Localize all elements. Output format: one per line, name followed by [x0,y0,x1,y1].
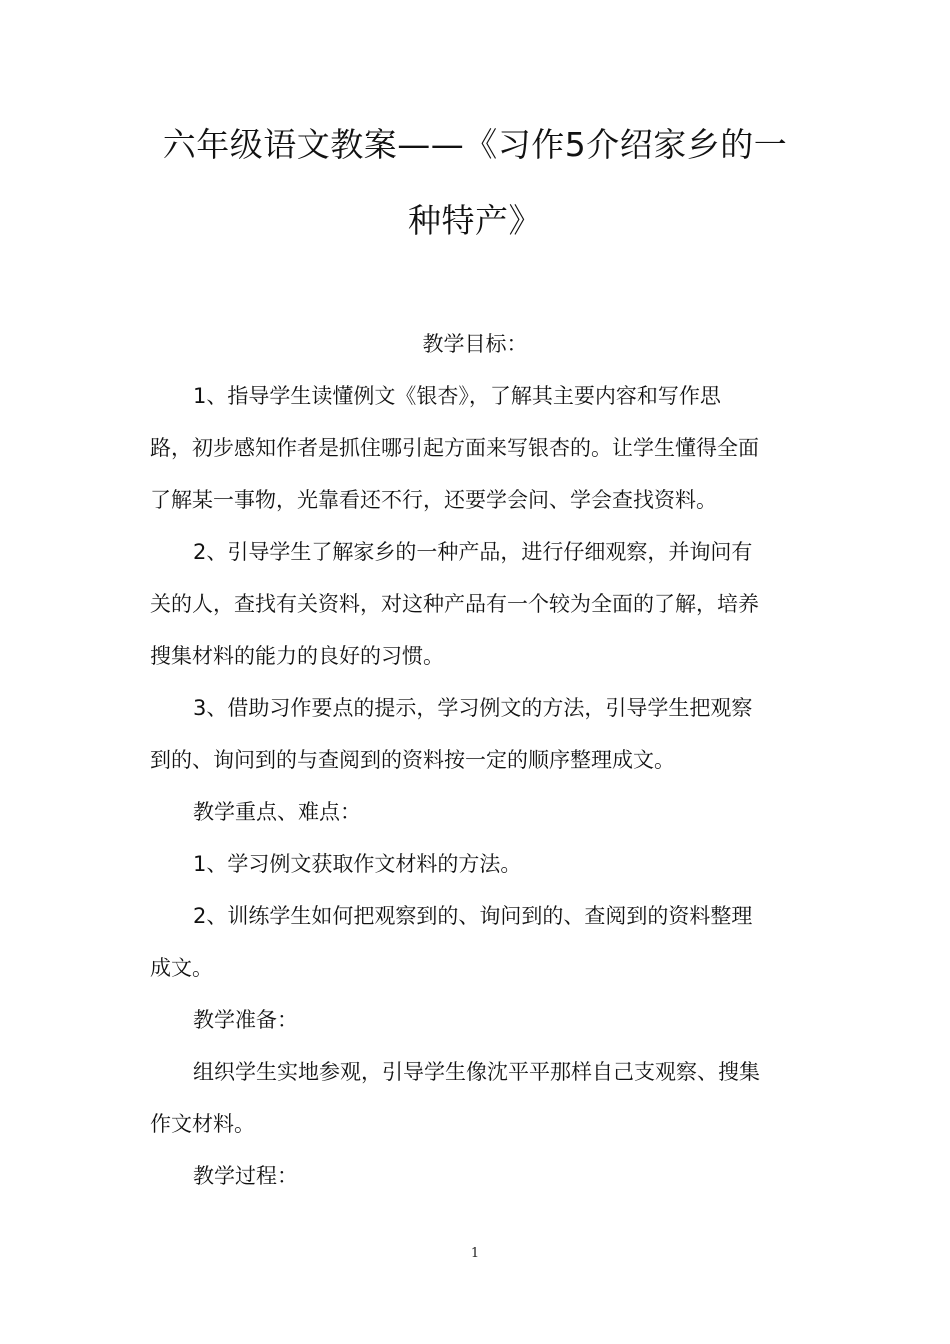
paragraph-line: 搜集材料的能力的良好的习惯。 [150,644,444,668]
section-heading-preparation: 教学准备： [193,1008,298,1032]
paragraph-line: 1、学习例文获取作文材料的方法。 [193,852,522,876]
paragraph-line: 作文材料。 [150,1112,255,1136]
section-heading-objectives: 教学目标： [422,332,528,356]
paragraph-line: 1、指导学生读懂例文《银杏》，了解其主要内容和写作思 [193,384,721,408]
paragraph-line: 路，初步感知作者是抓住哪引起方面来写银杏的。让学生懂得全面 [150,436,759,460]
paragraph-line: 组织学生实地参观，引导学生像沈平平那样自己支观察、搜集 [193,1060,760,1084]
paragraph-line: 成文。 [150,956,213,980]
paragraph-line: 关的人，查找有关资料，对这种产品有一个较为全面的了解，培养 [150,592,759,616]
paragraph-line: 了解某一事物，光靠看还不行，还要学会问、学会查找资料。 [150,488,717,512]
document-title-line-2: 种特产》 [408,201,542,240]
section-heading-key-points: 教学重点、难点： [193,800,361,824]
section-heading-process: 教学过程： [193,1164,298,1188]
paragraph-line: 2、训练学生如何把观察到的、询问到的、查阅到的资料整理 [193,904,753,928]
document-title-line-1: 六年级语文教案——《习作5介绍家乡的一 [162,125,788,164]
paragraph-line: 到的、询问到的与查阅到的资料按一定的顺序整理成文。 [150,748,675,772]
paragraph-line: 2、引导学生了解家乡的一种产品，进行仔细观察，并询问有 [193,540,753,564]
page-number: 1 [470,1246,480,1261]
document-body [150,318,800,1202]
paragraph-line: 3、借助习作要点的提示，学习例文的方法，引导学生把观察 [193,696,753,720]
